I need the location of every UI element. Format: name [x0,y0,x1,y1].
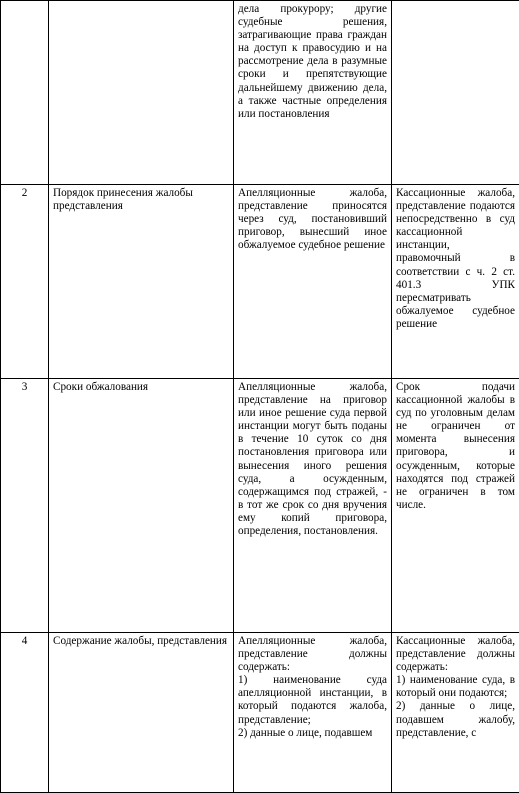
appeal-paragraph: 2) данные о лице, подавшем [238,727,387,740]
cassation-cell [392,379,519,633]
appeal-paragraph: Апелляционные жалоба, представление должны содержать: [238,635,387,674]
row-number: 3 [22,381,28,393]
row-number-cell [1,633,49,793]
cassation-text: Кассационные жалоба, представление подаются непосредственно в суд кассационной инстанции, правомочный в соответствии с ч. 2 ст. 401.3 УПК пересматривать обжалуемое судебное решение [396,187,515,330]
table-row [1,633,519,793]
cassation-paragraph: 1) наименование суда, в который они подаются; [396,674,515,700]
row-number: 4 [22,635,28,647]
table-row [1,379,519,633]
cassation-paragraph: Кассационные жалоба, представление должны содержать: [396,635,515,674]
appeal-text: Апелляционные жалоба, представление на приговор или иное решение суда первой инстанции могут быть поданы в течение 10 суток со дня постановления приговора или вынесения иного решения суда, а осужденным, содержащимся под стражей, - в тот же срок со дня вручения ему копий приговора, определения, постановления. [238,381,387,537]
row-title-cell [49,1,234,185]
cassation-cell [392,633,519,793]
row-title-cell [49,185,234,379]
row-title: Содержание жалобы, представления [53,635,227,647]
cassation-cell [392,185,519,379]
cassation-text: Срок подачи кассационной жалобы в суд по уголовным делам не ограничен от момента вынесения приговора, и осужденным, которые находятся под стражей не ограничен в том числе. [396,381,515,511]
row-number: 2 [22,187,28,199]
appeal-text: дела прокурору; другие судебные решения, затрагивающие права граждан на доступ к правосудию и на рассмотрение дела в разумные сроки и препятствующие дальнейшему движению дела, а также частные определения или постановления [238,3,387,120]
appeal-cell [234,1,392,185]
row-title-cell [49,379,234,633]
cassation-paragraph: 2) данные о лице, подавшем жалобу, представление, с [396,700,515,739]
appeal-cell [234,633,392,793]
table-row [1,185,519,379]
row-number-cell [1,185,49,379]
table-row [1,1,519,185]
cassation-cell [392,1,519,185]
row-title: Порядок принесения жалобы представления [53,187,193,212]
row-number-cell [1,1,49,185]
appeal-text: Апелляционные жалоба, представление приносятся через суд, постановивший приговор, вынесший иное обжалуемое судебное решение [238,187,387,251]
appeal-cell [234,379,392,633]
row-title-cell [49,633,234,793]
appeal-cell [234,185,392,379]
row-title: Сроки обжалования [53,381,148,393]
row-number-cell [1,379,49,633]
appeal-paragraph: 1) наименование суда апелляционной инстанции, в который подаются жалоба, представление; [238,674,387,726]
